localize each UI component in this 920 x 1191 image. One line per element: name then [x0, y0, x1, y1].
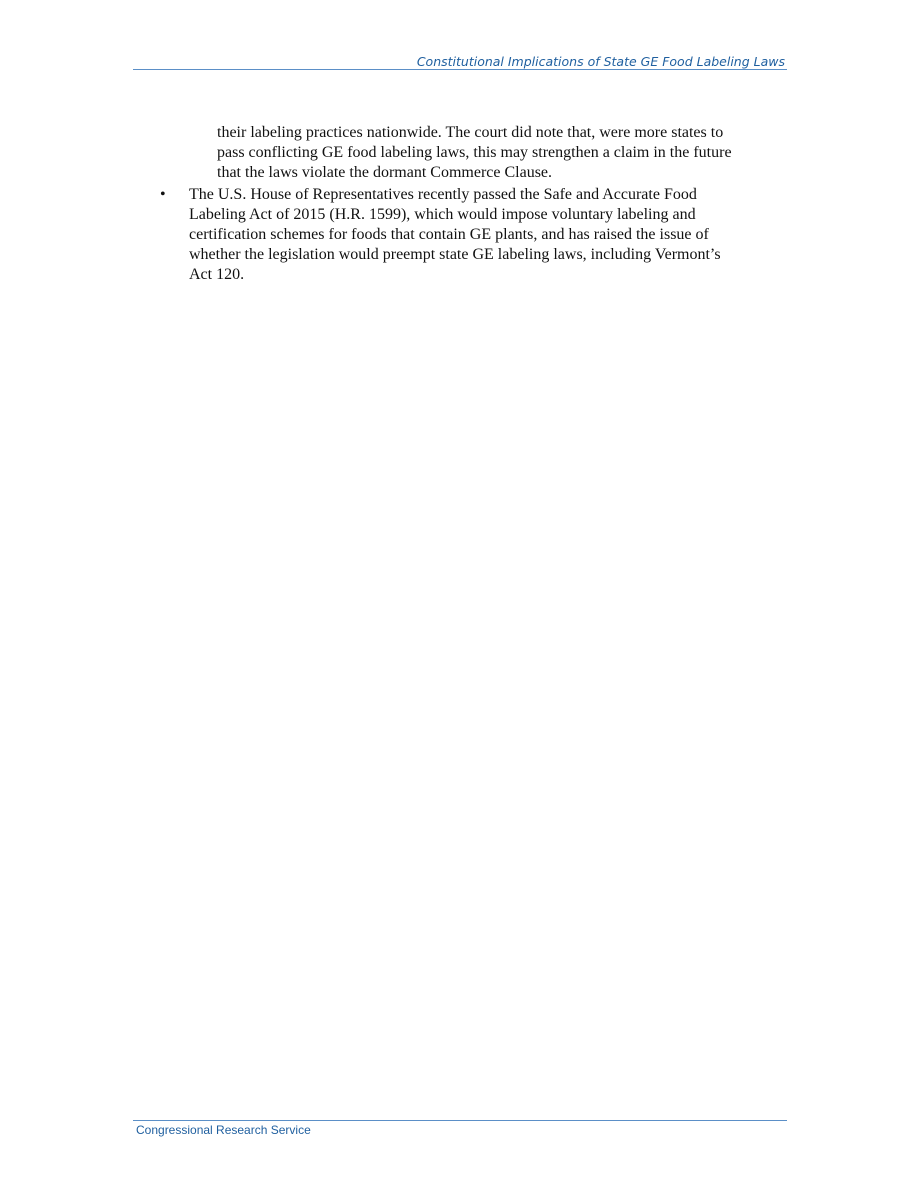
footer-divider — [133, 1120, 787, 1121]
footer-source: Congressional Research Service — [136, 1123, 311, 1137]
running-header-title: Constitutional Implications of State GE Food Labeling Laws — [416, 54, 785, 69]
continued-paragraph: their labeling practices nationwide. The court did note that, were more states to pass conflicting GE food labeling laws, this may strengthen a claim in the future that the laws violate the dormant Commerce Clause. — [217, 124, 732, 181]
bullet-icon: • — [160, 186, 166, 203]
bullet-text: The U.S. House of Representatives recently passed the Safe and Accurate Food Labeling Act of 2015 (H.R. 1599), which would impose voluntary labeling and certification schemes for foods that contain GE plants, and has raised the issue of whether the legislation would preempt state GE labeling laws, including Vermont’s Act 120. — [189, 186, 721, 283]
header-divider — [133, 69, 787, 70]
